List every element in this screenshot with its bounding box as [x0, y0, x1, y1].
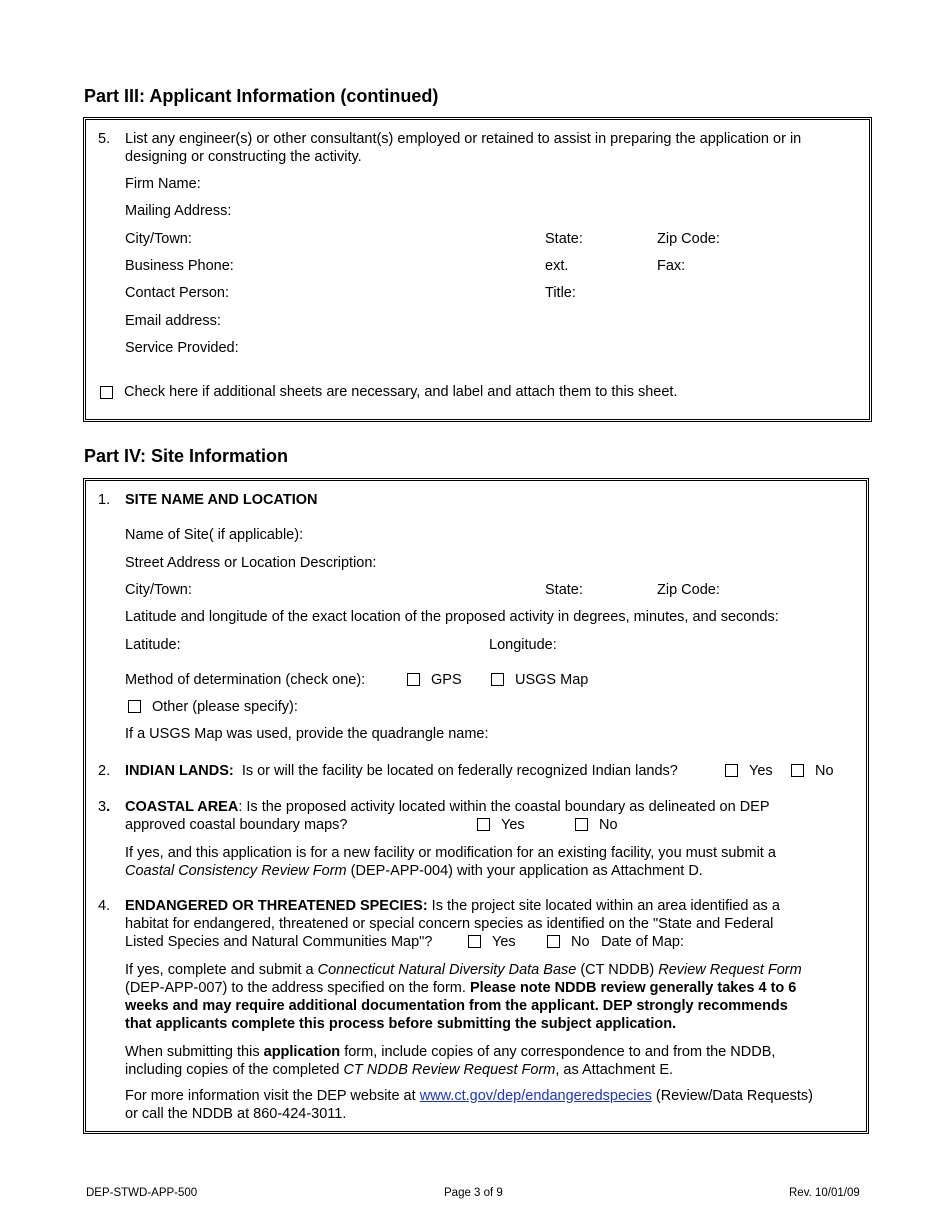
- nddb-text-c: (DEP-APP-007) to the address specified on the form.: [125, 980, 470, 996]
- contact-person-label: Contact Person:: [125, 285, 229, 301]
- submit-text-d: , as Attachment E.: [555, 1062, 674, 1078]
- species-no-checkbox[interactable]: [547, 935, 560, 948]
- firm-name-label: Firm Name:: [125, 176, 201, 192]
- site-city-town-label: City/Town:: [125, 582, 192, 598]
- item4-line3: Listed Species and Natural Communities Map"?: [125, 934, 433, 950]
- usgs-map-checkbox[interactable]: [491, 673, 504, 686]
- quadrangle-label: If a USGS Map was used, provide the quadrangle name:: [125, 726, 489, 742]
- mailing-address-label: Mailing Address:: [125, 203, 232, 219]
- coastal-para-line1: If yes, and this application is for a new facility or modification for an existing facility, you must submit a: [125, 845, 776, 861]
- title-label: Title:: [545, 285, 576, 301]
- nddb-para-line4: that applicants complete this process before submitting the subject application.: [125, 1016, 677, 1032]
- item5-number: 5.: [98, 131, 111, 147]
- submit-text-c: including copies of the completed: [125, 1062, 344, 1078]
- nddb-para-line2: [125, 979, 796, 997]
- coastal-yes-checkbox[interactable]: [477, 818, 490, 831]
- coastal-para-line2: [125, 862, 703, 880]
- footer-form-id: DEP-STWD-APP-500: [86, 1187, 198, 1199]
- additional-sheets-label: Check here if additional sheets are necessary, and label and attach them to this sheet.: [124, 384, 678, 400]
- item3-line2: approved coastal boundary maps?: [125, 817, 348, 833]
- coastal-form-name: Coastal Consistency Review Form: [125, 863, 347, 879]
- state-label: State:: [545, 231, 583, 247]
- item2-question: [125, 762, 678, 780]
- date-of-map-label: Date of Map:: [601, 934, 685, 950]
- item4-title: ENDANGERED OR THREATENED SPECIES:: [125, 898, 428, 914]
- footer-revision: Rev. 10/01/09: [789, 1187, 860, 1199]
- city-town-label: City/Town:: [125, 231, 192, 247]
- item3-num-dot: .: [106, 799, 111, 815]
- submit-text-b: form, include copies of any correspondence to and from the NDDB,: [340, 1044, 776, 1060]
- item4-number: 4.: [98, 898, 111, 914]
- method-label: Method of determination (check one):: [125, 672, 366, 688]
- additional-sheets-checkbox[interactable]: [100, 386, 113, 399]
- info-text-a: For more information visit the DEP website at: [125, 1088, 420, 1104]
- submit-text-a: When submitting this: [125, 1044, 264, 1060]
- item1-title: SITE NAME AND LOCATION: [125, 492, 318, 508]
- indian-lands-yes-label: Yes: [749, 763, 773, 779]
- item5-text: List any engineer(s) or other consultant(s) employed or retained to assist in preparing the application or in designing or constructing the activity.: [125, 131, 802, 165]
- nddb-para-line1: [125, 961, 802, 979]
- indian-lands-yes-checkbox[interactable]: [725, 764, 738, 777]
- item3-text1: : Is the proposed activity located within the coastal boundary as delineated on DEP: [238, 799, 770, 815]
- nddb-para-line3: weeks and may require additional documentation from the applicant. DEP strongly recommends: [125, 998, 788, 1014]
- gps-label: GPS: [431, 672, 462, 688]
- fax-label: Fax:: [657, 258, 686, 274]
- other-method-checkbox[interactable]: [128, 700, 141, 713]
- item4-text1: Is the project site located within an area identified as a: [427, 898, 780, 914]
- other-method-label: Other (please specify):: [152, 699, 298, 715]
- item3-title: COASTAL AREA: [125, 799, 239, 815]
- indian-lands-no-label: No: [815, 763, 834, 779]
- site-state-label: State:: [545, 582, 583, 598]
- item2-title: INDIAN LANDS:: [125, 763, 234, 779]
- service-provided-label: Service Provided:: [125, 340, 239, 356]
- part3-heading: Part III: Applicant Information (continued): [84, 86, 439, 106]
- submit-para-line2: [125, 1061, 673, 1079]
- species-yes-checkbox[interactable]: [468, 935, 481, 948]
- item1-number: 1.: [98, 492, 111, 508]
- gps-checkbox[interactable]: [407, 673, 420, 686]
- submit-form-name: CT NDDB Review Request Form: [343, 1062, 556, 1078]
- indian-lands-no-checkbox[interactable]: [791, 764, 804, 777]
- coastal-no-checkbox[interactable]: [575, 818, 588, 831]
- submit-application-word: application: [263, 1044, 341, 1060]
- nddb-text-a: If yes, complete and submit a: [125, 962, 318, 978]
- street-address-label: Street Address or Location Description:: [125, 555, 377, 571]
- species-yes-label: Yes: [492, 934, 516, 950]
- latitude-label: Latitude:: [125, 637, 181, 653]
- item2-number: 2.: [98, 763, 111, 779]
- part4-heading: Part IV: Site Information: [84, 446, 289, 466]
- coastal-no-label: No: [599, 817, 618, 833]
- nddb-form-name: Review Request Form: [658, 962, 802, 978]
- item3-number: [98, 798, 110, 816]
- item2-text: Is or will the facility be located on federally recognized Indian lands?: [241, 763, 678, 779]
- email-label: Email address:: [125, 313, 221, 329]
- business-phone-label: Business Phone:: [125, 258, 234, 274]
- species-no-label: No: [571, 934, 590, 950]
- coastal-para-rest: (DEP-APP-004) with your application as Attachment D.: [346, 863, 703, 879]
- longitude-label: Longitude:: [489, 637, 557, 653]
- submit-para-line1: [125, 1043, 775, 1061]
- nddb-database-name: Connecticut Natural Diversity Data Base: [317, 962, 577, 978]
- latlong-intro: Latitude and longitude of the exact location of the proposed activity in degrees, minutes, and seconds:: [125, 609, 779, 625]
- nddb-text-b: (CT NDDB): [576, 962, 659, 978]
- usgs-map-label: USGS Map: [515, 672, 589, 688]
- info-para-line1: [125, 1087, 813, 1105]
- item3-line1: [125, 798, 770, 816]
- ext-label: ext.: [545, 258, 569, 274]
- coastal-yes-label: Yes: [501, 817, 525, 833]
- info-text-b: (Review/Data Requests): [651, 1088, 814, 1104]
- endangered-species-link[interactable]: www.ct.gov/dep/endangeredspecies: [419, 1088, 652, 1104]
- nddb-note-a: Please note NDDB review generally takes 4 to 6: [469, 980, 797, 996]
- item4-line2: habitat for endangered, threatened or special concern species as identified on the "State and Federal: [125, 916, 774, 932]
- info-para-line2: or call the NDDB at 860-424-3011.: [125, 1106, 347, 1122]
- zip-code-label: Zip Code:: [657, 231, 720, 247]
- footer-page-number: Page 3 of 9: [444, 1187, 503, 1199]
- item3-num: 3: [98, 799, 107, 815]
- item4-line1: [125, 897, 780, 915]
- site-zip-code-label: Zip Code:: [657, 582, 720, 598]
- site-name-label: Name of Site( if applicable):: [125, 527, 304, 543]
